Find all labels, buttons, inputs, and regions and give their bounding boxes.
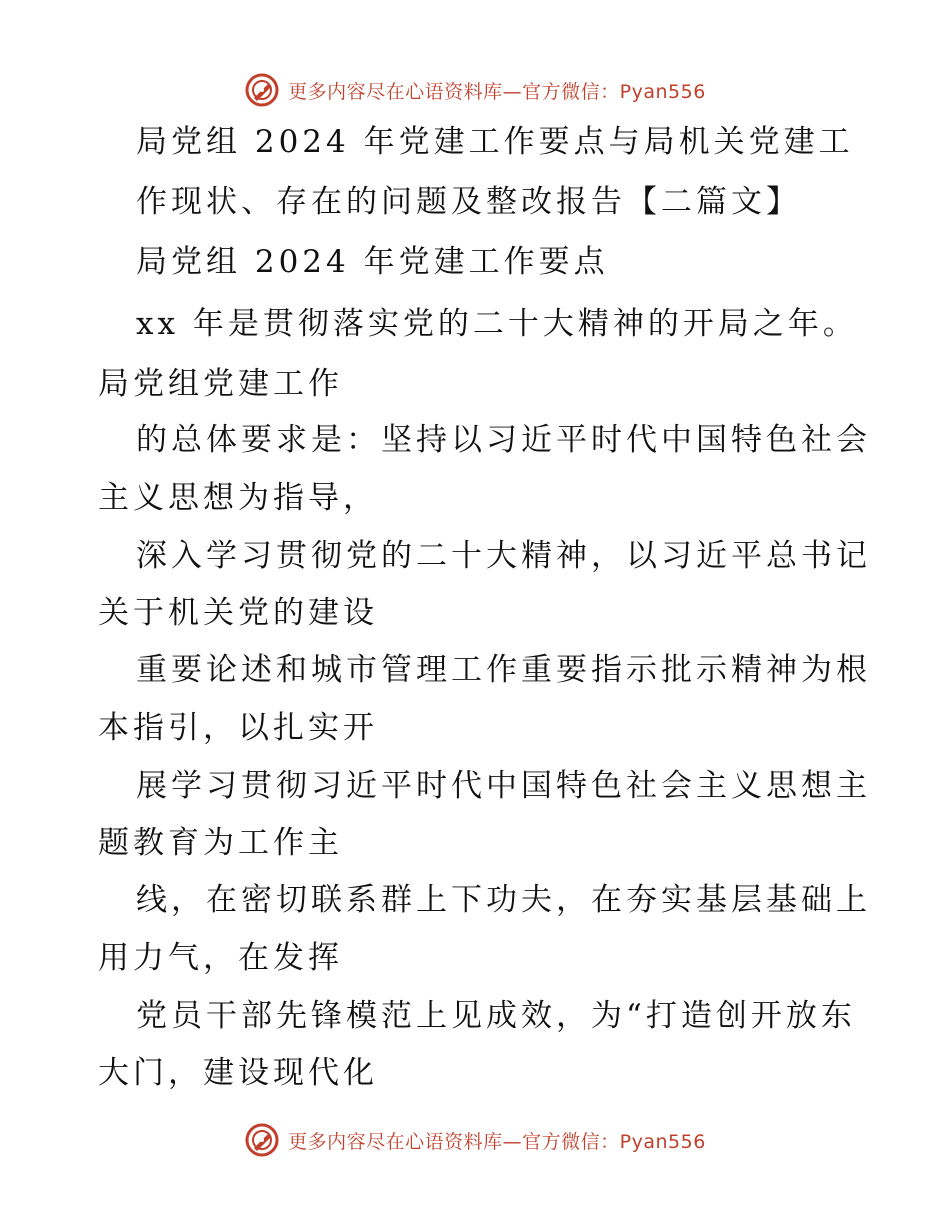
footer-watermark (0, 1118, 950, 1162)
paragraph-line: 本指引，以扎实开 (98, 710, 378, 746)
header-watermark (0, 68, 950, 112)
paragraph-line: xx 年是贯彻落实党的二十大精神的开局之年。 (136, 306, 858, 342)
paragraph-line: 党员干部先锋模范上见成效，为“打造创开放东 (136, 998, 856, 1034)
section-heading: 局党组 2024 年党建工作要点 (136, 244, 609, 280)
paragraph-line: 大门，建设现代化 (98, 1055, 378, 1091)
paragraph-line: 重要论述和城市管理工作重要指示批示精神为根 (136, 652, 871, 688)
paragraph-line: 线，在密切联系群上下功夫，在夯实基层基础上 (136, 882, 871, 918)
watermark-text: 更多内容尽在心语资料库—官方微信：Pyan556 (288, 1130, 706, 1153)
paragraph-line: 的总体要求是：坚持以习近平时代中国特色社会 (136, 422, 871, 458)
watermark-text: 更多内容尽在心语资料库—官方微信：Pyan556 (288, 80, 706, 103)
paragraph-line: 主义思想为指导， (98, 480, 378, 516)
paragraph-line: 展学习贯彻习近平时代中国特色社会主义思想主 (136, 768, 871, 804)
paragraph-line: 题教育为工作主 (98, 825, 343, 861)
paragraph-line: 深入学习贯彻党的二十大精神，以习近平总书记 (136, 538, 871, 574)
paragraph-line: 关于机关党的建设 (98, 595, 378, 631)
paragraph-line: 用力气，在发挥 (98, 940, 343, 976)
paragraph-line: 局党组党建工作 (98, 366, 343, 402)
title-line-2: 作现状、存在的问题及整改报告【二篇文】 (136, 184, 801, 220)
title-line-1: 局党组 2024 年党建工作要点与局机关党建工 (136, 124, 854, 160)
fountain-pen-logo-icon (244, 1122, 280, 1158)
fountain-pen-logo-icon (244, 72, 280, 108)
